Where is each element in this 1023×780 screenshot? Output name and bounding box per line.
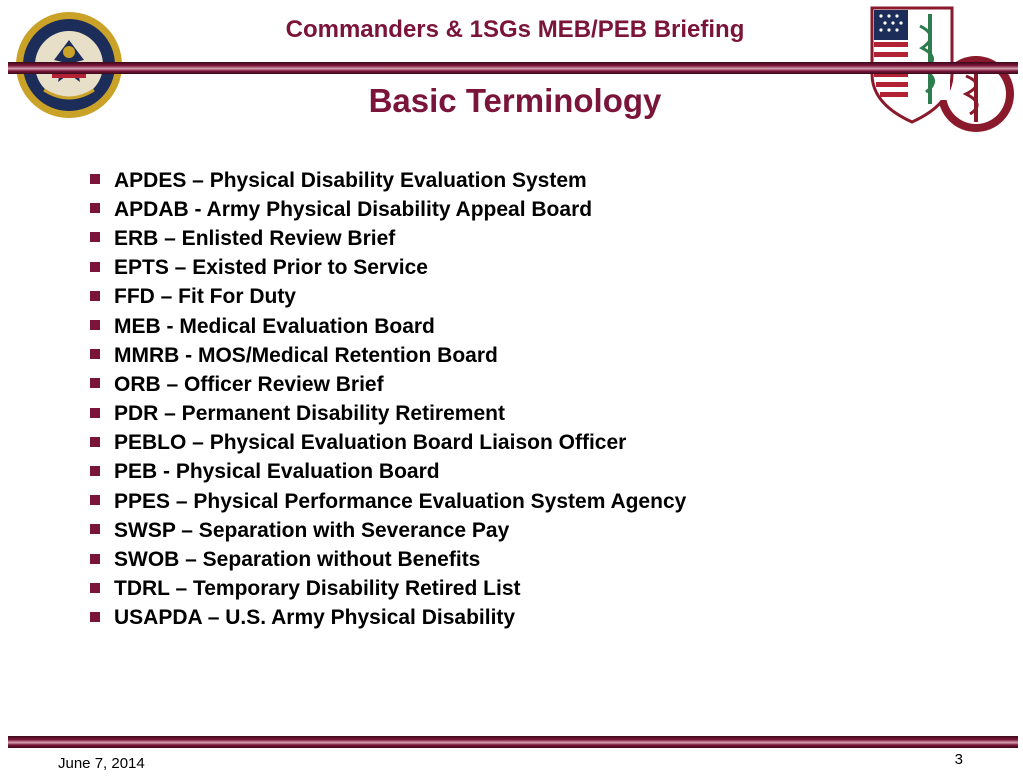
term-text: PEB - Physical Evaluation Board (114, 460, 440, 484)
bullet-square-icon (90, 262, 100, 272)
list-item (90, 516, 970, 545)
slide-title: Basic Terminology (368, 82, 662, 119)
bullet-square-icon (90, 378, 100, 388)
list-item (90, 283, 970, 312)
list-item (90, 224, 970, 253)
list-item (90, 487, 970, 516)
bullet-square-icon (90, 291, 100, 301)
list-item (90, 545, 970, 574)
term-text: APDAB - Army Physical Disability Appeal Board (114, 197, 593, 221)
term-text: PEBLO – Physical Evaluation Board Liaison Officer (114, 431, 627, 455)
bullet-square-icon (90, 583, 100, 593)
header-title: Commanders & 1SGs MEB/PEB Briefing (285, 16, 745, 43)
term-text: SWOB – Separation without Benefits (114, 548, 481, 572)
bullet-square-icon (90, 612, 100, 622)
list-item (90, 429, 970, 458)
term-text: TDRL – Temporary Disability Retired List (114, 577, 521, 601)
bullet-square-icon (90, 203, 100, 213)
header-divider (8, 62, 1018, 74)
bullet-square-icon (90, 466, 100, 476)
bullet-square-icon (90, 495, 100, 505)
list-item (90, 370, 970, 399)
bullet-square-icon (90, 408, 100, 418)
term-text: EPTS – Existed Prior to Service (114, 256, 428, 280)
footer-divider (8, 736, 1018, 748)
term-text: ORB – Officer Review Brief (114, 372, 384, 396)
bullet-square-icon (90, 320, 100, 330)
footer-date: June 7, 2014 (58, 755, 145, 772)
term-text: PDR – Permanent Disability Retirement (114, 402, 505, 426)
list-item (90, 312, 970, 341)
term-text: FFD – Fit For Duty (114, 285, 296, 309)
terminology-list (90, 166, 970, 633)
page-number: 3 (954, 751, 963, 768)
bullet-square-icon (90, 554, 100, 564)
bullet-square-icon (90, 174, 100, 184)
list-item (90, 254, 970, 283)
list-item (90, 458, 970, 487)
bullet-square-icon (90, 349, 100, 359)
term-text: PPES – Physical Performance Evaluation System Agency (114, 489, 687, 513)
list-item (90, 195, 970, 224)
term-text: MEB - Medical Evaluation Board (114, 314, 435, 338)
list-item (90, 341, 970, 370)
term-text: SWSP – Separation with Severance Pay (114, 518, 510, 542)
list-item (90, 400, 970, 429)
term-text: ERB – Enlisted Review Brief (114, 226, 396, 250)
term-text: MMRB - MOS/Medical Retention Board (114, 343, 498, 367)
term-text: APDES – Physical Disability Evaluation System (114, 168, 587, 192)
list-item (90, 604, 970, 633)
list-item (90, 575, 970, 604)
term-text: USAPDA – U.S. Army Physical Disability (114, 606, 516, 630)
bullet-square-icon (90, 232, 100, 242)
bullet-square-icon (90, 437, 100, 447)
bullet-square-icon (90, 524, 100, 534)
list-item (90, 166, 970, 195)
